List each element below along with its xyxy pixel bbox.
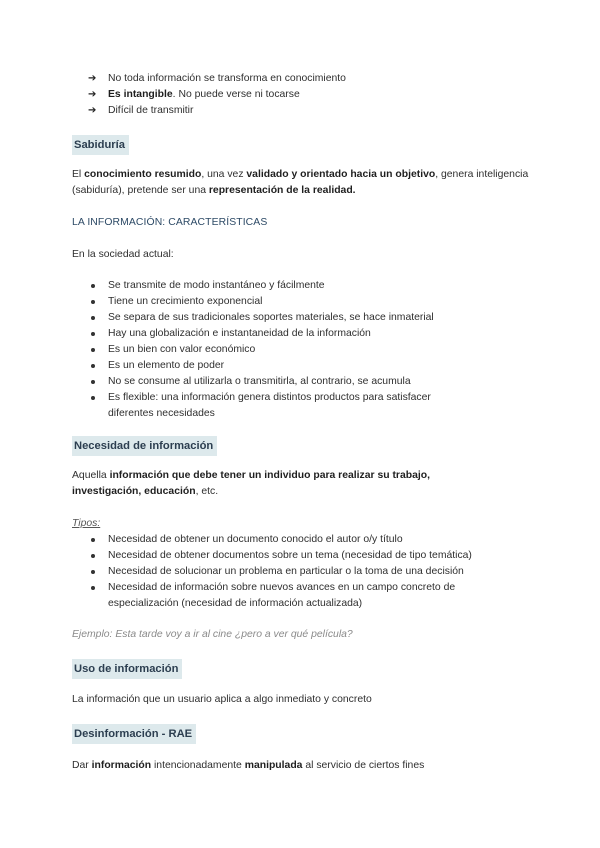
arrow-right-icon: ➔ [88, 105, 97, 116]
list-item: Es un elemento de poder [88, 358, 478, 374]
intro-arrow-list [88, 71, 346, 119]
uso-heading: Uso de información [72, 659, 182, 679]
necesidad-paragraph: Aquella información que debe tener un individuo para realizar su trabajo, investigación, educación, etc. [72, 470, 431, 497]
necesidad-heading: Necesidad de información [72, 436, 217, 456]
list-item: Necesidad de solucionar un problema en particular o la toma de una decisión [88, 564, 528, 580]
arrow-right-icon: ➔ [88, 73, 97, 84]
caracteristicas-title: LA INFORMACIÓN: CARACTERÍSTICAS [72, 217, 268, 228]
list-item: Tiene un crecimiento exponencial [88, 294, 478, 310]
arrow-right-icon: ➔ [88, 89, 97, 100]
example-text: Ejemplo: Esta tarde voy a ir al cine ¿pero a ver qué película? [72, 629, 353, 640]
bullet-icon [91, 570, 95, 574]
list-item: Es un bien con valor económico [88, 342, 478, 358]
tipos-label: Tipos: [72, 518, 101, 529]
bullet-icon [91, 300, 95, 304]
list-item: Hay una globalización e instantaneidad de la información [88, 326, 478, 342]
bullet-icon [91, 380, 95, 384]
list-item: ➔ No toda información se transforma en conocimiento [88, 71, 346, 87]
sabiduria-heading: Sabiduría [72, 135, 129, 155]
list-item: Necesidad de obtener un documento conocido el autor o/y título [88, 532, 528, 548]
bullet-icon [91, 284, 95, 288]
bullet-icon [91, 348, 95, 352]
list-item: No se consume al utilizarla o transmitirla, al contrario, se acumula [88, 374, 478, 390]
list-item: ➔ Es intangible. No puede verse ni tocarse [88, 87, 346, 103]
list-item: Necesidad de información sobre nuevos avances en un campo concreto de especialización (necesidad de información actualizada) [88, 580, 528, 612]
bullet-icon [91, 316, 95, 320]
list-item: Se transmite de modo instantáneo y fácilmente [88, 278, 478, 294]
bullet-icon [91, 396, 95, 400]
bullet-icon [91, 332, 95, 336]
caracteristicas-list [88, 278, 478, 422]
bullet-icon [91, 364, 95, 368]
tipos-list [88, 532, 528, 612]
caracteristicas-intro: En la sociedad actual: [72, 249, 174, 260]
sabiduria-paragraph: El conocimiento resumido, una vez validado y orientado hacia un objetivo, genera inteligencia (sabiduría), pretende ser una representación de la realidad. [72, 169, 529, 196]
desinformacion-heading: Desinformación - RAE [72, 724, 196, 744]
uso-paragraph: La información que un usuario aplica a algo inmediato y concreto [72, 694, 372, 705]
list-item: Necesidad de obtener documentos sobre un tema (necesidad de tipo temática) [88, 548, 528, 564]
bullet-icon [91, 586, 95, 590]
list-item: Es flexible: una información genera distintos productos para satisfacer diferentes necesidades [88, 390, 478, 422]
list-item: Se separa de sus tradicionales soportes materiales, se hace inmaterial [88, 310, 478, 326]
list-item: ➔ Difícil de transmitir [88, 103, 346, 119]
bullet-icon [91, 554, 95, 558]
bullet-icon [91, 538, 95, 542]
desinformacion-paragraph: Dar información intencionadamente manipulada al servicio de ciertos fines [72, 760, 425, 771]
